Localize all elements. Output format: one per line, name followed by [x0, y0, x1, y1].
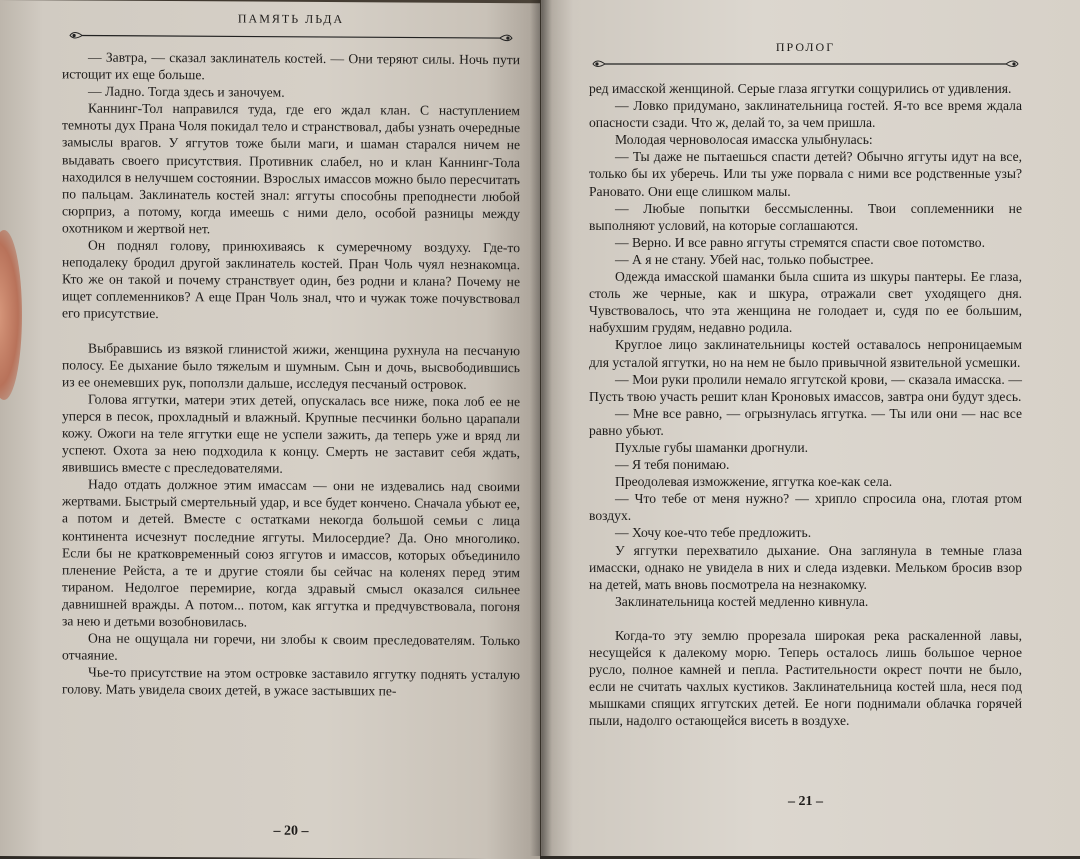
paragraph: У яггутки перехватило дыхание. Она заглянула в темные глаза имасски, однако не увидела в них и следа издевки. Мельком бросив взор на детей, мать вновь посмотрела на незнакомку.: [589, 542, 1022, 592]
paragraph: — А я не стану. Убей нас, только побыстрее.: [615, 251, 874, 267]
paragraph: — Любые попытки бессмысленны. Твои соплеменники не выполняют условий, на которые соглашаются.: [589, 200, 1022, 233]
running-head-right: ПРОЛОГ: [775, 40, 836, 54]
paragraph: Голова яггутки, матери этих детей, опускалась все ниже, пока лоб ее не уперся в песок, прохладный и влажный. Крупные песчинки больно царапали кожу. Ожоги на теле яггутки еще не успели зажить, да теперь уже и вряд ли успеют. Охота за нею подходила к концу. Смерть не заставит себя ждать, явившись вместе с преследователями.: [62, 391, 520, 476]
paragraph: Молодая черноволосая имасска улыбнулась:: [615, 132, 873, 148]
paragraph: Чье-то присутствие на этом островке заставило яггутку поднять усталую голову. Мать увидела своих детей, в ужасе застывших пе-: [62, 664, 520, 699]
paragraph: Заклинательница костей медленно кивнула.: [615, 593, 869, 609]
paragraph: — Хочу кое-что тебе предложить.: [615, 525, 812, 541]
paragraph: — Ладно. Тогда здесь и заночуем.: [88, 83, 285, 100]
right-page: [541, 0, 1080, 856]
right-page-text: [589, 80, 1022, 729]
paragraph: Надо отдать должное этим имассам — они не издевались над своими жертвами. Быстрый смертельный удар, и все будет кончено. Сначала убьют ее, а потом и детей. Вместе с остатками некогда большой семьи с лица континента исчезнут последние яггуты. Милосердие? Да. Оно многолико. Если бы не кратковременный союз яггутов и имассов, которых объединило пленение Рейста, а те и другие стояли бы сейчас на коленях перед этим тираном. Недолгое перемирие, когда здравый смысл оказался сильнее давнишней вражды. А потом... потом, как яггутка и предчувствовала, погоня за нею и детьми возобновилась.: [62, 476, 520, 630]
paragraph: Он поднял голову, принюхиваясь к сумеречному воздуху. Где-то неподалеку бродил другой заклинатель костей. Пран Чоль чуял незнакомца. Кто же он такой и почему странствует один, без родни и клана? Почему не ищет соплеменников? А еще Пран Чоль знал, что и чужак тоже почувствовал его присутствие.: [62, 237, 520, 322]
paragraph: — Ты даже не пытаешься спасти детей? Обычно яггуты идут на все, только бы их уберечь. Или ты уже порвала с ними все родственные узы? Рановато. Они еще слишком малы.: [589, 149, 1022, 199]
paragraph: Каннинг-Тол направился туда, где его ждал клан. С наступлением темноты дух Прана Чоля покидал тело и странствовал, дабы узнать очередные замыслы врагов. У яггутов тоже были маги, и шаман старался ничем не выдавать своего присутствия. Противник слабел, но и клан Каннинг-Тола находился в нелучшем состоянии. Взрослых имассов можно было пересчитать по пальцам. Заклинатель костей знал: яггуты способны преподнести любой сюрприз, а потому, когда имеешь с ними дело, особой разницы между охотником и жертвой нет.: [62, 100, 520, 237]
paragraph: — Мне все равно, — огрызнулась яггутка. — Ты или они — нас все равно убьют.: [589, 405, 1022, 438]
page-number-right: – 21 –: [788, 794, 823, 809]
paragraph: Пухлые губы шаманки дрогнули.: [615, 439, 809, 455]
paragraph: Одежда имасской шаманки была сшита из шкуры пантеры. Ее глаза, столь же черные, как и шкура, отражали свет уходящего дня. Чувствовалось, что эта женщина не голодает и, судя по ее большим, набухшим грудям, недавно родила.: [589, 269, 1022, 336]
paragraph: — Верно. И все равно яггуты стремятся спасти свое потомство.: [615, 234, 985, 250]
paragraph: Когда-то эту землю прорезала широкая река раскаленной лавы, несущейся к далекому морю. Теперь осталось лишь большое черное русло, полное камней и пепла. Растительности окрест почти не было, если не считать чахлых кустиков. Заклинательница костей шла, неся под мышками спящих яггутских детей. Ее ноги поднимали облачка горячей пыли, надолго остающейся висеть в воздухе.: [589, 627, 1022, 729]
ornamental-rule-right: [591, 57, 1020, 71]
running-head-left: ПАМЯТЬ ЛЬДА: [237, 11, 345, 27]
ornamental-rule-left: [68, 28, 514, 45]
paragraph: Преодолевая изможжение, яггутка кое-как села.: [615, 474, 893, 490]
paragraph: — Завтра, — сказал заклинатель костей. — Они теряют силы. Ночь пути истощит их еще больше.: [62, 49, 520, 83]
paragraph: Выбравшись из вязкой глинистой жижи, женщина рухнула на песчаную полосу. Ее дыхание было тяжелым и шумным. Сын и дочь, высвободившись из ее онемевших рук, поползли дальше, исследуя песчаный островок.: [62, 340, 520, 392]
paragraph: — Ловко придумано, заклинательница гостей. Я-то все время ждала опасности сзади. Что ж, делай то, за чем пришла.: [589, 98, 1022, 131]
page-number-left: – 20 –: [273, 823, 309, 839]
paragraph: Круглое лицо заклинательницы костей оставалось непроницаемым для усталой яггутки, но на нем не было привычной язвительной усмешки.: [589, 337, 1022, 370]
left-page-text: [62, 48, 520, 700]
paragraph: ред имасской женщиной. Серые глаза яггутки сощурились от удивления.: [589, 81, 1012, 96]
paragraph: — Я тебя понимаю.: [615, 457, 730, 473]
paragraph: — Что тебе от меня нужно? — хрипло спросила она, глотая ртом воздух.: [589, 491, 1022, 524]
paragraph: — Мои руки пролили немало яггутской крови, — сказала имасска. — Пусть твою участь решит клан Кроновых имассов, завтра они будут здесь.: [589, 371, 1022, 404]
paragraph: Она не ощущала ни горечи, ни злобы к своим преследователям. Только отчаяние.: [62, 630, 520, 663]
